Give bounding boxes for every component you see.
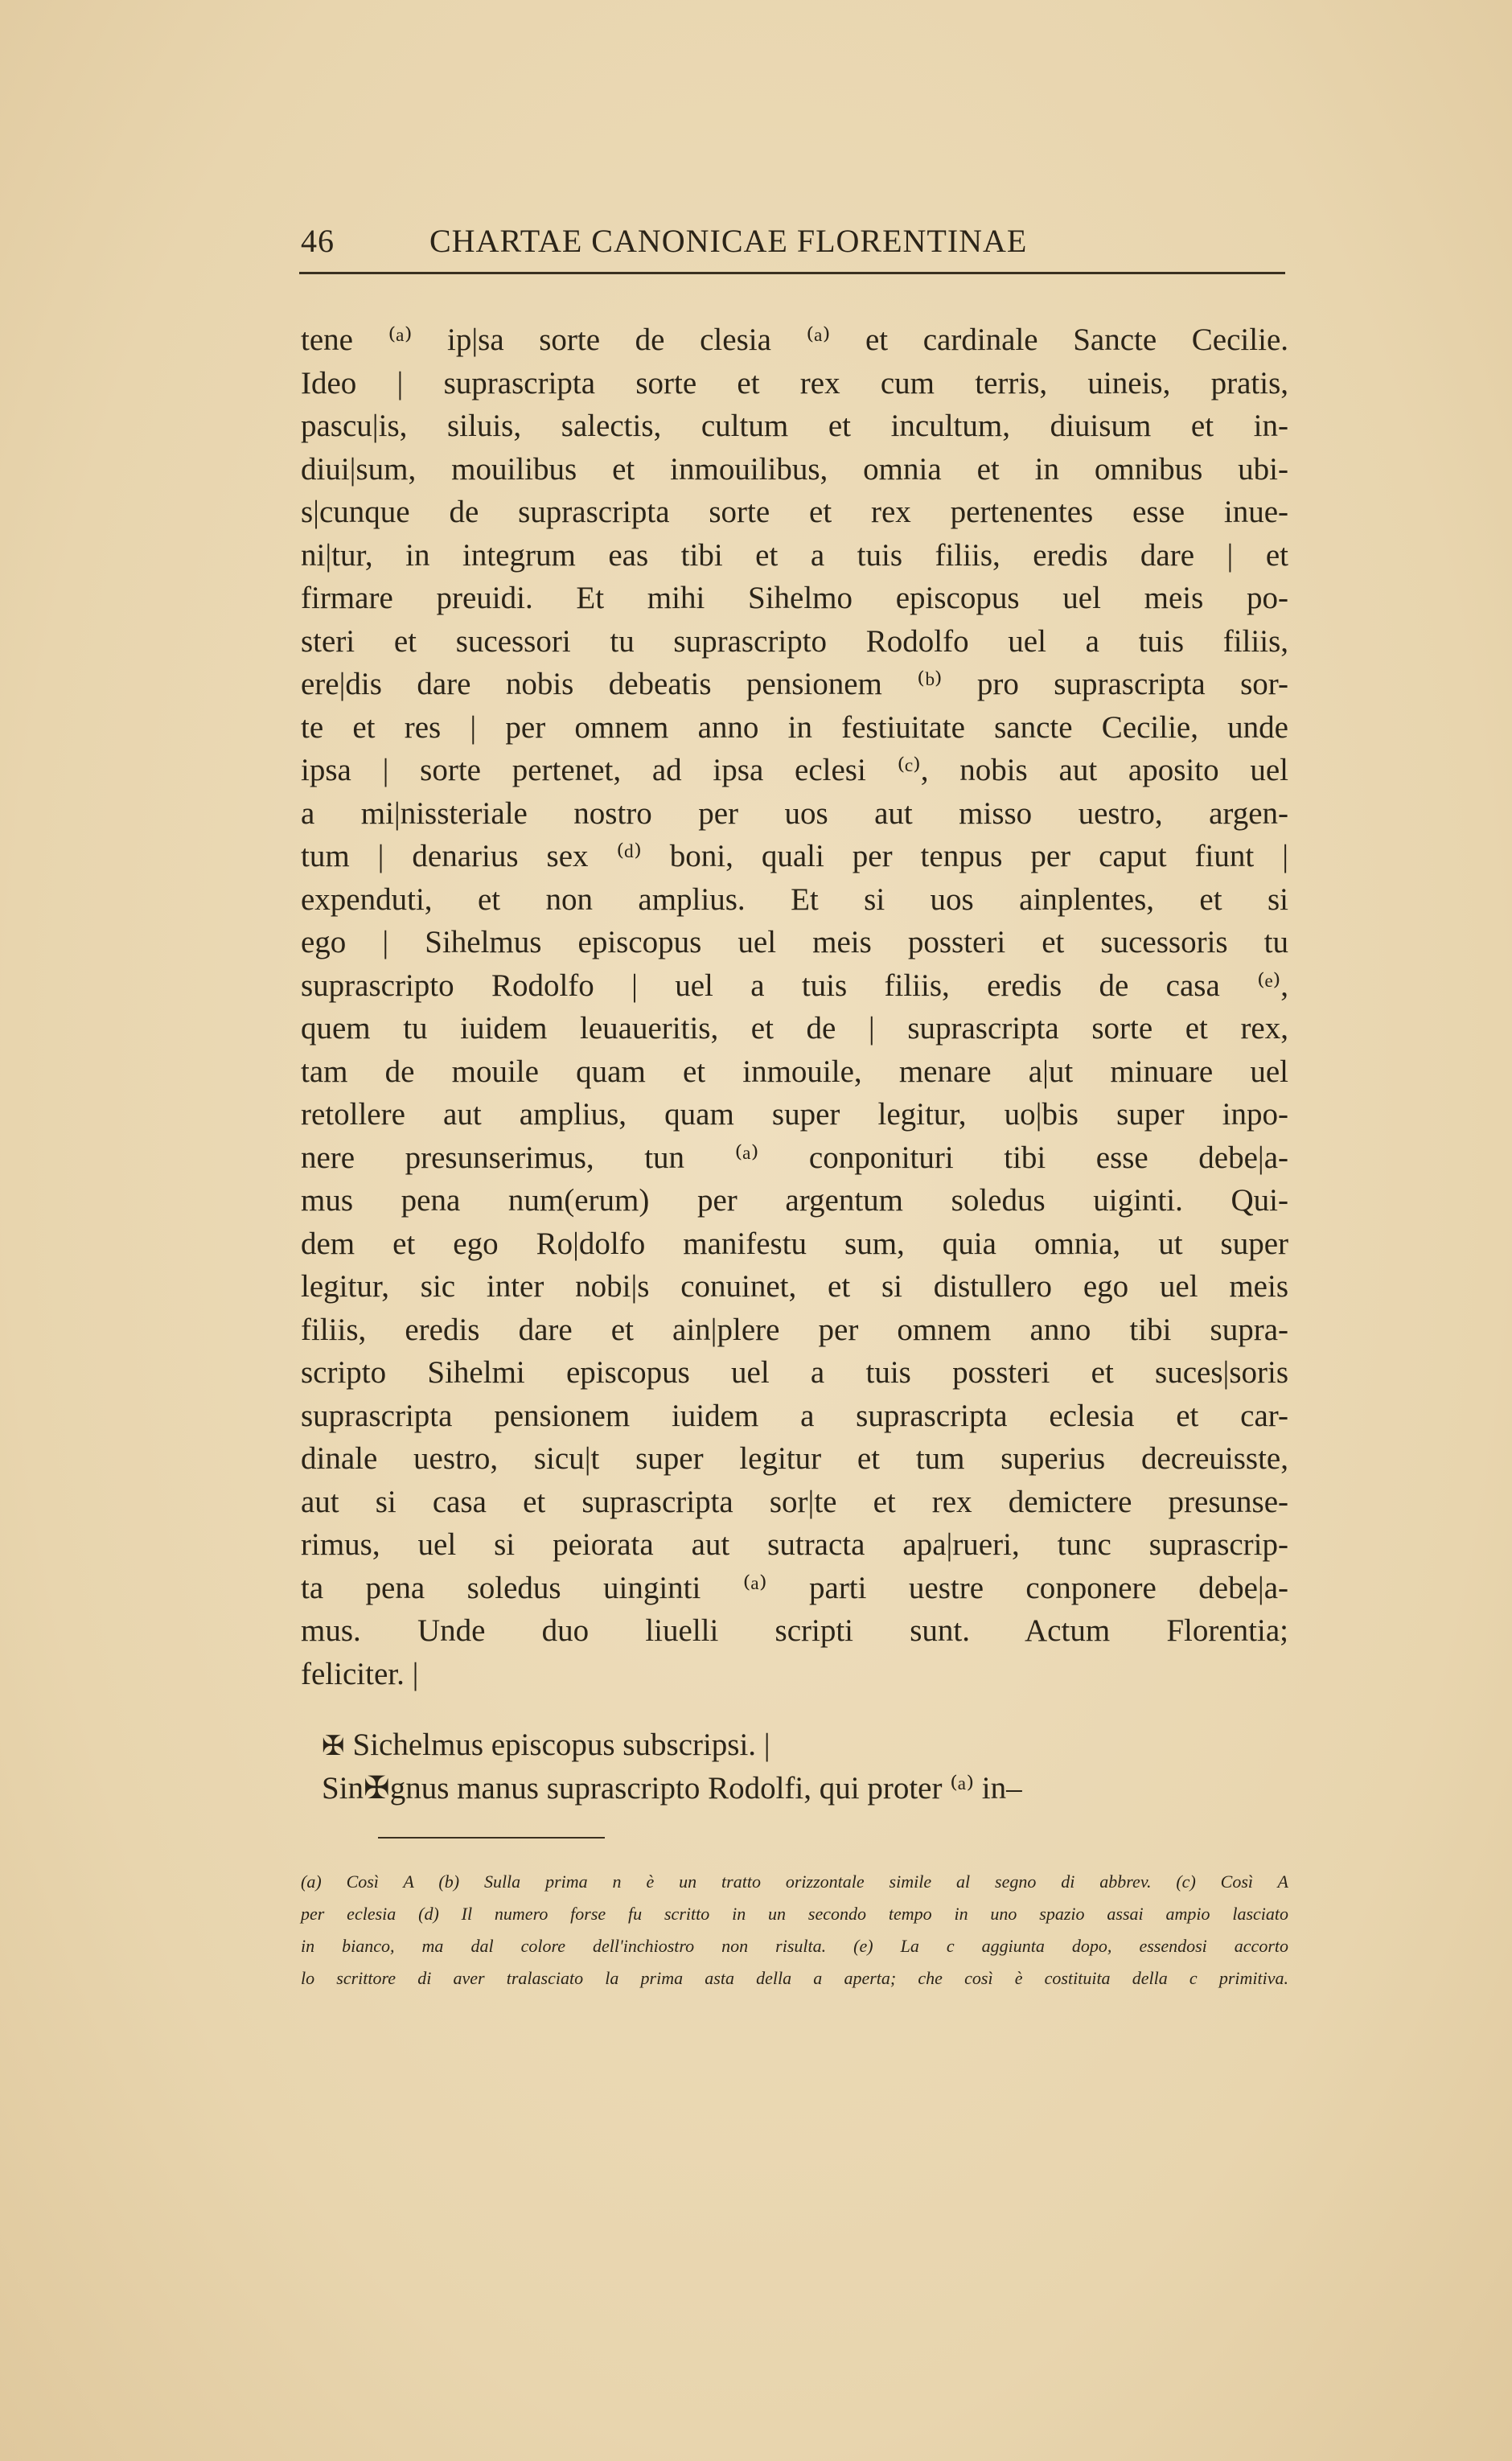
text-line: retollere aut amplius, quam super legitur, uo|bis super inpo- bbox=[301, 1097, 1288, 1132]
text-line: scripto Sihelmi episcopus uel a tuis possteri et suces|soris bbox=[301, 1355, 1288, 1390]
text-line: quem tu iuidem leuaueritis, et de | suprascripta sorte et rex, bbox=[301, 1011, 1288, 1046]
text-line: mus pena num(erum) per argentum soledus uiginti. Qui- bbox=[301, 1183, 1288, 1218]
text-line: firmare preuidi. Et mihi Sihelmo episcopus uel meis po- bbox=[301, 581, 1288, 615]
subscriptions bbox=[322, 1724, 1287, 1810]
text-line: filiis, eredis dare et ain|plere per omnem anno tibi supra- bbox=[301, 1312, 1288, 1347]
footnotes bbox=[301, 1866, 1288, 1995]
text-line: feliciter. | bbox=[301, 1656, 419, 1691]
footnote-rule bbox=[378, 1837, 605, 1839]
page-header bbox=[301, 222, 1285, 260]
text-line: nere presunserimus, tun ⁽ᵃ⁾ conponituri tibi esse debe|a- bbox=[301, 1140, 1288, 1175]
text-line: ego | Sihelmus episcopus uel meis possteri et sucessoris tu bbox=[301, 925, 1288, 959]
text-line: te et res | per omnem anno in festiuitate sancte Cecilie, unde bbox=[301, 709, 1288, 745]
bishop-subscription bbox=[322, 1724, 1287, 1767]
header-rule bbox=[299, 272, 1285, 274]
text-line: s|cunque de suprascripta sorte et rex pertenentes esse inue- bbox=[301, 495, 1288, 529]
text-line: tene ⁽ᵃ⁾ ip|sa sorte de clesia ⁽ᵃ⁾ et cardinale Sancte Cecilie. bbox=[301, 323, 1288, 357]
text-line: dinale uestro, sicu|t super legitur et tum superius decreuisste, bbox=[301, 1441, 1288, 1476]
text-line: Ideo | suprascripta sorte et rex cum terris, uineis, pratis, bbox=[301, 365, 1288, 401]
signum-line: Sin✠gnus manus suprascripto Rodolfi, qui proter ⁽ᵃ⁾ in– bbox=[322, 1770, 1022, 1806]
footnote-line: lo scrittore di aver tralasciato la prima asta della a aperta; che così è costituita della c primitiva. bbox=[301, 1968, 1288, 1988]
text-line: steri et sucessori tu suprascripto Rodolfo uel a tuis filiis, bbox=[301, 623, 1288, 659]
cross-icon: ✠ bbox=[322, 1732, 345, 1761]
subscription-text: Sichelmus episcopus subscripsi. | bbox=[352, 1728, 770, 1762]
text-line: rimus, uel si peiorata aut sutracta apa|rueri, tunc suprascrip- bbox=[301, 1527, 1288, 1562]
text-line: legitur, sic inter nobi|s conuinet, et si distullero ego uel meis bbox=[301, 1269, 1288, 1304]
footnote-line: in bianco, ma dal colore dell'inchiostro non risulta. (e) La c aggiunta dopo, essendosi accorto bbox=[301, 1936, 1288, 1956]
text-line: aut si casa et suprascripta sor|te et rex demictere presunse- bbox=[301, 1484, 1288, 1519]
text-line: ta pena soledus uinginti ⁽ᵃ⁾ parti uestre conponere debe|a- bbox=[301, 1570, 1288, 1605]
charter-text bbox=[301, 318, 1288, 1695]
text-line: ni|tur, in integrum eas tibi et a tuis filiis, eredis dare | et bbox=[301, 537, 1288, 573]
footnote-line: (a) Così A (b) Sulla prima n è un tratto orizzontale simile al segno di abbrev. (c) Così A bbox=[301, 1871, 1288, 1892]
text-line: suprascripto Rodolfo | uel a tuis filiis, eredis de casa ⁽ᵉ⁾, bbox=[301, 968, 1288, 1003]
text-line: tam de mouile quam et inmouile, menare a|ut minuare uel bbox=[301, 1054, 1288, 1089]
text-line: tum | denarius sex ⁽ᵈ⁾ boni, quali per tenpus per caput fiunt | bbox=[301, 839, 1288, 873]
text-line: diui|sum, mouilibus et inmouilibus, omnia et in omnibus ubi- bbox=[301, 451, 1288, 487]
running-title: CHARTAE CANONICAE FLORENTINAE bbox=[429, 223, 1028, 259]
footnote-line: per eclesia (d) Il numero forse fu scritto in un secondo tempo in uno spazio assai ampio lasciato bbox=[301, 1904, 1288, 1924]
text-line: ipsa | sorte pertenet, ad ipsa eclesi ⁽ᶜ⁾, nobis aut aposito uel bbox=[301, 753, 1288, 787]
text-line: pascu|is, siluis, salectis, cultum et incultum, diuisum et in- bbox=[301, 409, 1288, 443]
text-line: a mi|nissteriale nostro per uos aut misso uestro, argen- bbox=[301, 795, 1288, 831]
text-line: mus. Unde duo liuelli scripti sunt. Actum Florentia; bbox=[301, 1613, 1288, 1648]
page-number: 46 bbox=[301, 223, 335, 259]
text-line: dem et ego Ro|dolfo manifestu sum, quia omnia, ut super bbox=[301, 1226, 1288, 1261]
text-line: expenduti, et non amplius. Et si uos ainplentes, et si bbox=[301, 881, 1288, 917]
text-line: ere|dis dare nobis debeatis pensionem ⁽ᵇ⁾ pro suprascripta sor- bbox=[301, 667, 1288, 701]
text-line: suprascripta pensionem iuidem a suprascripta eclesia et car- bbox=[301, 1398, 1288, 1433]
